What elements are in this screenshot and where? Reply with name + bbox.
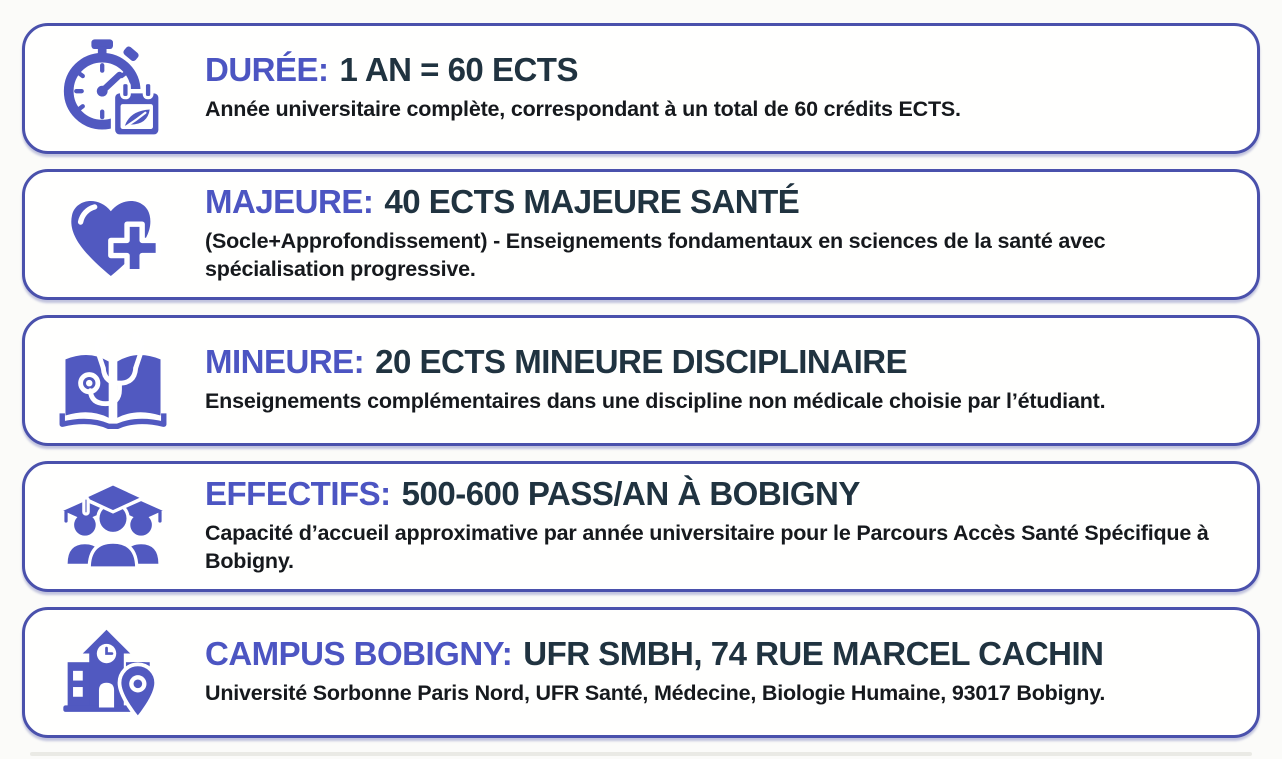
card-title [205,637,1239,672]
card-description: Université Sorbonne Paris Nord, UFR Santé, Médecine, Biologie Humaine, 93017 Bobigny. [205,681,1106,706]
card-label: CAMPUS BOBIGNY: [205,635,513,673]
card-description: Année universitaire complète, correspondant à un total de 60 crédits ECTS. [205,97,961,122]
stopwatch-calendar-icon [53,35,173,143]
graduates-icon [53,473,173,581]
info-card-effectifs [22,461,1260,592]
campus-location-icon [53,619,173,727]
heart-cross-icon [53,181,173,289]
card-title [205,477,1239,512]
card-description: Enseignements complémentaires dans une discipline non médicale choisie par l’étudiant. [205,389,1106,414]
card-title [205,185,1239,220]
card-label: MINEURE: [205,343,365,381]
card-label: DURÉE: [205,51,329,89]
card-label: MAJEURE: [205,183,374,221]
card-title-value: 1 AN = 60 ECTS [339,51,578,89]
card-title-value: UFR SMBH, 74 RUE MARCEL CACHIN [523,635,1104,673]
card-description: Capacité d’accueil approximative par année universitaire pour le Parcours Accès Santé Spécifique à Bobigny. [205,520,1209,574]
card-label: EFFECTIFS: [205,475,391,513]
card-title [205,345,1239,380]
card-title-value: 500-600 PASS/AN À BOBIGNY [401,475,860,513]
bottom-crop-line [30,752,1252,756]
card-description: (Socle+Approfondissement) - Enseignements fondamentaux en sciences de la santé avec spécialisation progressive. [205,228,1106,282]
card-title [205,53,1239,88]
book-stethoscope-icon [53,327,173,435]
card-title-value: 40 ECTS MAJEURE SANTÉ [384,183,800,221]
info-card-mineure [22,315,1260,446]
info-card-campus [22,607,1260,738]
card-title-value: 20 ECTS MINEURE DISCIPLINAIRE [375,343,908,381]
info-card-majeure [22,169,1260,300]
info-card-duree [22,23,1260,154]
